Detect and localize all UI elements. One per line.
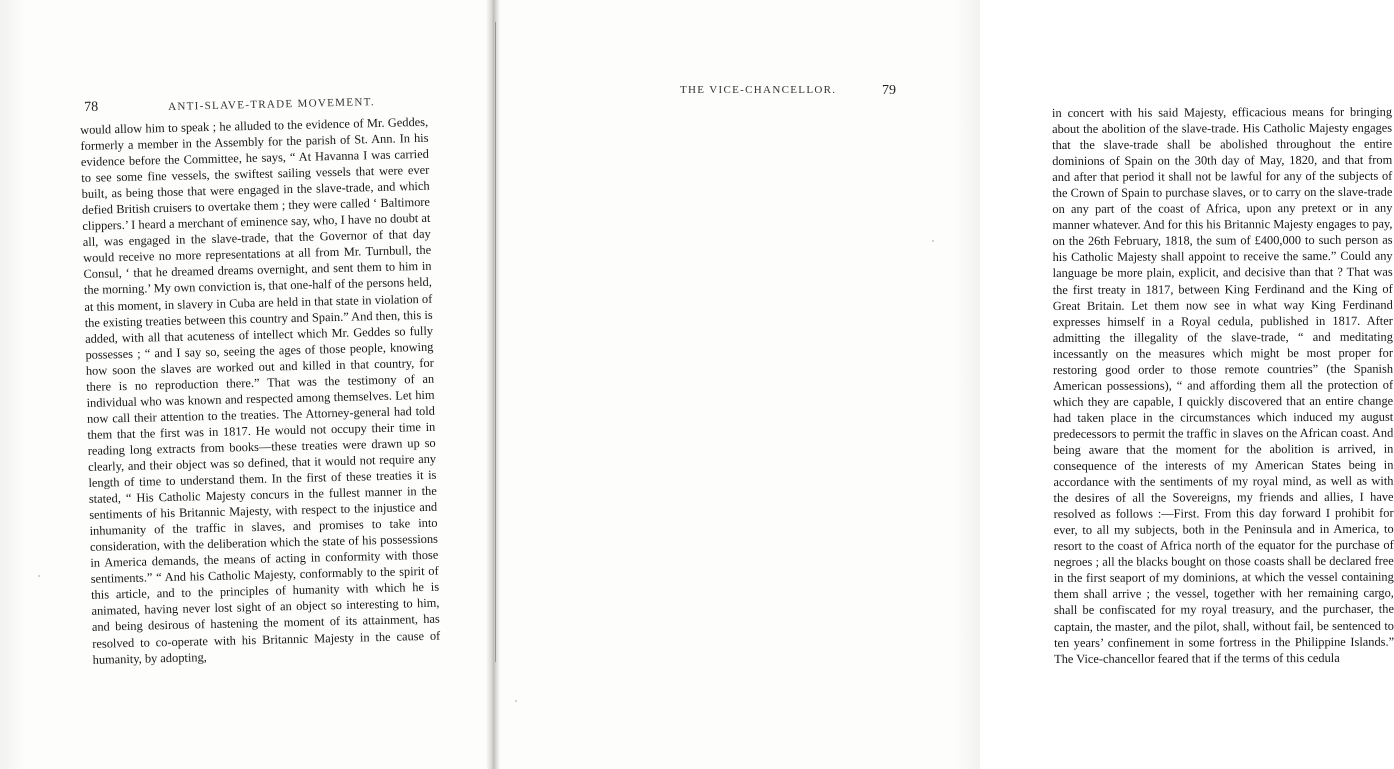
running-head-left: ANTI-SLAVE-TRADE MOVEMENT.	[168, 96, 376, 113]
body-text-left	[80, 114, 441, 668]
page-number-left: 78	[84, 99, 99, 115]
left-page	[0, 0, 490, 769]
body-text-right	[1052, 104, 1394, 667]
right-page	[490, 0, 1394, 769]
paragraph-right: in concert with his said Majesty, efficacious means for bringing about the abolition of the slave-trade. His Catholic Majesty engages that the slave-trade shall be abolished throughout the entire dominions of Spain on the 30th day of May, 1820, and that from and after that period it shall not be lawful for any of the subjects of the Crown of Spain to purchase slaves, or to carry on the slave-trade on any part of the coast of Africa, upon any pretext or in any manner whatever. And for this his Britannic Majesty engages to pay, on the 26th February, 1818, the sum of £400,000 to such person as his Catholic Majesty shall appoint to receive the same.” Could any language be more plain, explicit, and decisive than that ? That was the first treaty in 1817, between King Ferdinand and the King of Great Britain. Let them now see in what way King Ferdinand expresses himself in a Royal cedula, published in 1817. After admitting the illegality of the slave-trade, “ and meditating incessantly on the measures which might be most proper for restoring good order to those remote countries” (the Spanish American possessions), “ and affording them all the protection of which they are capable, I quickly discovered that an entire change had taken place in the circumstances which induced my august predecessors to permit the traffic in slaves on the African coast. And being aware that the moment for the abolition is arrived, in consequence of the interests of my American States being in accordance with the sentiments of my royal mind, as well as with the desires of all the Sovereigns, my friends and allies, I have resolved as follows :—First. From this day forward I prohibit for ever, to all my subjects, both in the Peninsula and in America, to resort to the coast of Africa north of the equator for the purchase of negroes ; all the blacks bought on those coasts shall be declared free in the first seaport of my dominions, at which the vessel containing them shall arrive ; the vessel, together with her remaining cargo, shall be confiscated for my royal treasury, and the purchaser, the captain, the master, and the pilot, shall, without fail, be sentenced to ten years’ confinement in some fortress in the Philippine Islands.” The Vice-chancellor feared that if the terms of this cedula	[1052, 104, 1394, 666]
page-number-right: 79	[882, 83, 896, 98]
scan-speck	[932, 240, 934, 242]
scan-speck	[38, 575, 40, 577]
paragraph-left: would allow him to speak ; he alluded to the evidence of Mr. Geddes, formerly a member in the Assembly for the parish of St. Ann. In his evidence before the Committee, he says, “ At Havanna I was carried to see some fine vessels, the swiftest sailing vessels that were ever built, as being those that were engaged in the slave-trade, and which defied British cruisers to overtake them ; they were called ‘ Baltimore clippers.’ I heard a merchant of eminence say, who, I have no doubt at all, was engaged in the slave-trade, that the Governor of that day would receive no more representations at all from Mr. Turnbull, the Consul, ‘ that he dreamed dreams overnight, and sent them to him in the morning.’ My own conviction is, that one-half of the persons held, at this moment, in slavery in Cuba are held in that state in violation of the existing treaties between this country and Spain.” And then, this is added, with all that acuteness of intellect which Mr. Geddes so fully possesses ; “ and I say so, seeing the ages of those people, knowing how soon the slaves are worked out and killed in that country, for there is no reproduction there.” That was the testimony of an individual who was known and respected among themselves. Let him now call their attention to the treaties. The Attorney-general had told them that the first was in 1817. He would not occupy their time in reading long extracts from books—these treaties were drawn up so clearly, and their object was so defined, that it would not require any length of time to understand them. In the first of these treaties it is stated, “ His Catholic Majesty concurs in the fullest manner in the sentiments of his Britannic Majesty, with respect to the injustice and inhumanity of the traffic in slaves, and promises to take into consideration, with the deliberation which the state of his possessions in America demands, the means of acting in conformity with those sentiments.” “ And his Catholic Majesty, conformably to the spirit of this article, and to the principles of humanity with which he is animated, having never lost sight of an object so interesting to him, and being desirous of hastening the moment of its attainment, has resolved to co-operate with his Britannic Majesty in the cause of humanity, by adopting,	[80, 114, 441, 667]
scan-speck	[515, 700, 517, 702]
running-head-right: THE VICE-CHANCELLOR.	[680, 84, 837, 96]
